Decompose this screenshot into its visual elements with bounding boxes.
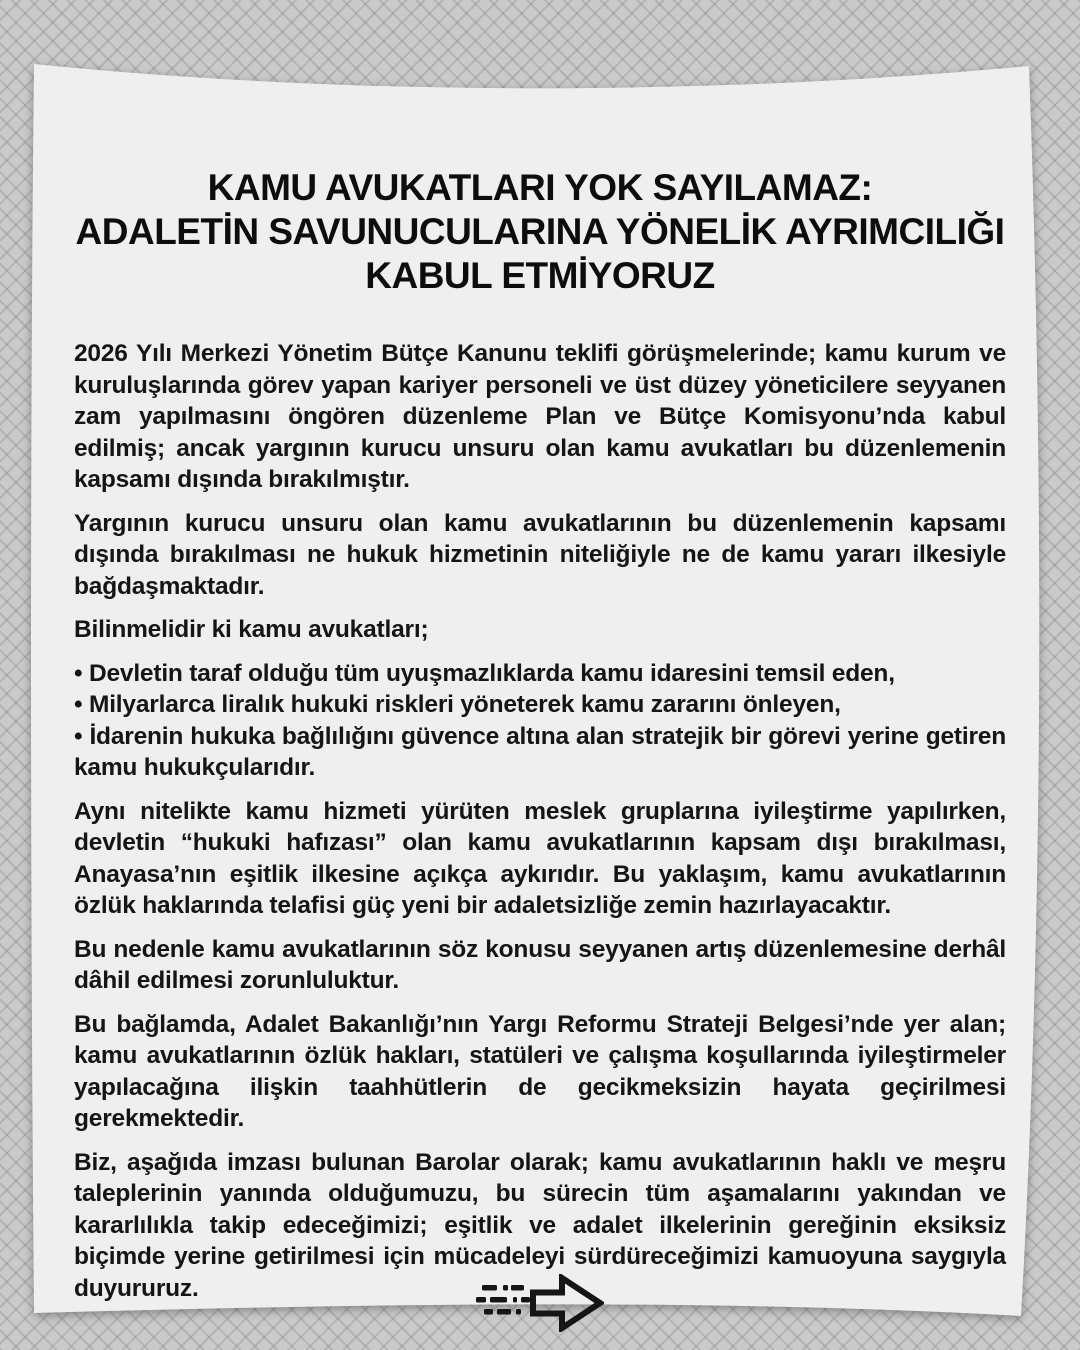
swipe-arrow-icon — [476, 1274, 604, 1332]
swipe-indicator — [476, 1274, 604, 1332]
paragraph-intro-2: Yargının kurucu unsuru olan kamu avukatlarının bu düzenlemenin kapsamı dışında bırakılması ne hukuk hizmetinin niteliğiyle ne de kamu yararı ilkesiyle bağdaşmaktadır. — [74, 509, 1006, 600]
arrow-right-icon — [533, 1278, 600, 1328]
title-line-2: ADALETİN SAVUNUCULARINA YÖNELİK AYRIMCILIĞI — [75, 211, 1005, 252]
paragraph-intro-1: 2026 Yılı Merkezi Yönetim Bütçe Kanunu teklifi görüşmelerinde; kamu kurum ve kuruluşlarında görev yapan kariyer personeli ve üst düzey yöneticilere seyyanen zam yapılmasını öngören düzenleme Plan ve Bütçe Komisyonu’nda kabul edilmiş; ancak yargının kurucu unsuru olan kamu avukatları bu düzenlemenin kapsamı dışında bırakılmıştır. — [74, 340, 1006, 493]
title-line-1: KAMU AVUKATLARI YOK SAYILAMAZ: — [207, 167, 873, 208]
bullet-item-2: • Milyarlarca liralık hukuki riskleri yöneterek kamu zararını önleyen, — [74, 691, 841, 718]
paragraph-closing-4: Biz, aşağıda imzası bulunan Barolar olarak; kamu avukatlarının haklı ve meşru taleplerinin yanında olduğumuzu, bu sürecin tüm aşamalarını yakından ve kararlılıkla takip edeceğimizi; eşitlik ve adalet ilkelerinin gereğinin eksiksiz biçimde yerine getirilmesi için mücadeleyi sürdüreceğimizi kamuoyuna saygıyla duyururuz. — [74, 1148, 1006, 1302]
paragraph-closing-2: Bu nedenle kamu avukatlarının söz konusu seyyanen artış düzenlemesine derhâl dâhil edilmesi zorunluluktur. — [74, 935, 1006, 994]
bullet-list — [74, 658, 1006, 784]
bullet-item-1: • Devletin taraf olduğu tüm uyuşmazlıklarda kamu idaresini temsil eden, — [74, 659, 895, 687]
paragraph-closing-3: Bu bağlamda, Adalet Bakanlığı’nın Yargı Reformu Strateji Belgesi’nde yer alan; kamu avukatlarının özlük hakları, statüleri ve çalışma koşullarında iyileştirmeler yapılacağına ilişkin taahhütlerin de gecikmeksizin hayata geçirilmesi gerekmektedir. — [74, 1010, 1006, 1132]
speed-lines-icon — [476, 1285, 530, 1315]
statement-content — [74, 166, 1006, 1304]
poster-title — [74, 166, 1006, 298]
title-line-3: KABUL ETMİYORUZ — [365, 255, 715, 296]
bullet-item-3: • İdarenin hukuka bağlılığını güvence altına alan stratejik bir görevi yerine getiren kamu hukukçularıdır. — [74, 722, 1006, 781]
bullet-lead: Bilinmelidir ki kamu avukatları; — [74, 616, 429, 643]
paragraph-closing-1: Aynı nitelikte kamu hizmeti yürüten meslek gruplarına iyileştirme yapılırken, devletin “hukuki hafızası” olan kamu avukatlarının kapsam dışı bırakılması, Anayasa’nın eşitlik ilkesine açıkça aykırıdır. Bu yaklaşım, kamu avukatlarının özlük haklarında telafisi güç yeni bir adaletsizliğe zemin hazırlayacaktır. — [74, 797, 1006, 919]
